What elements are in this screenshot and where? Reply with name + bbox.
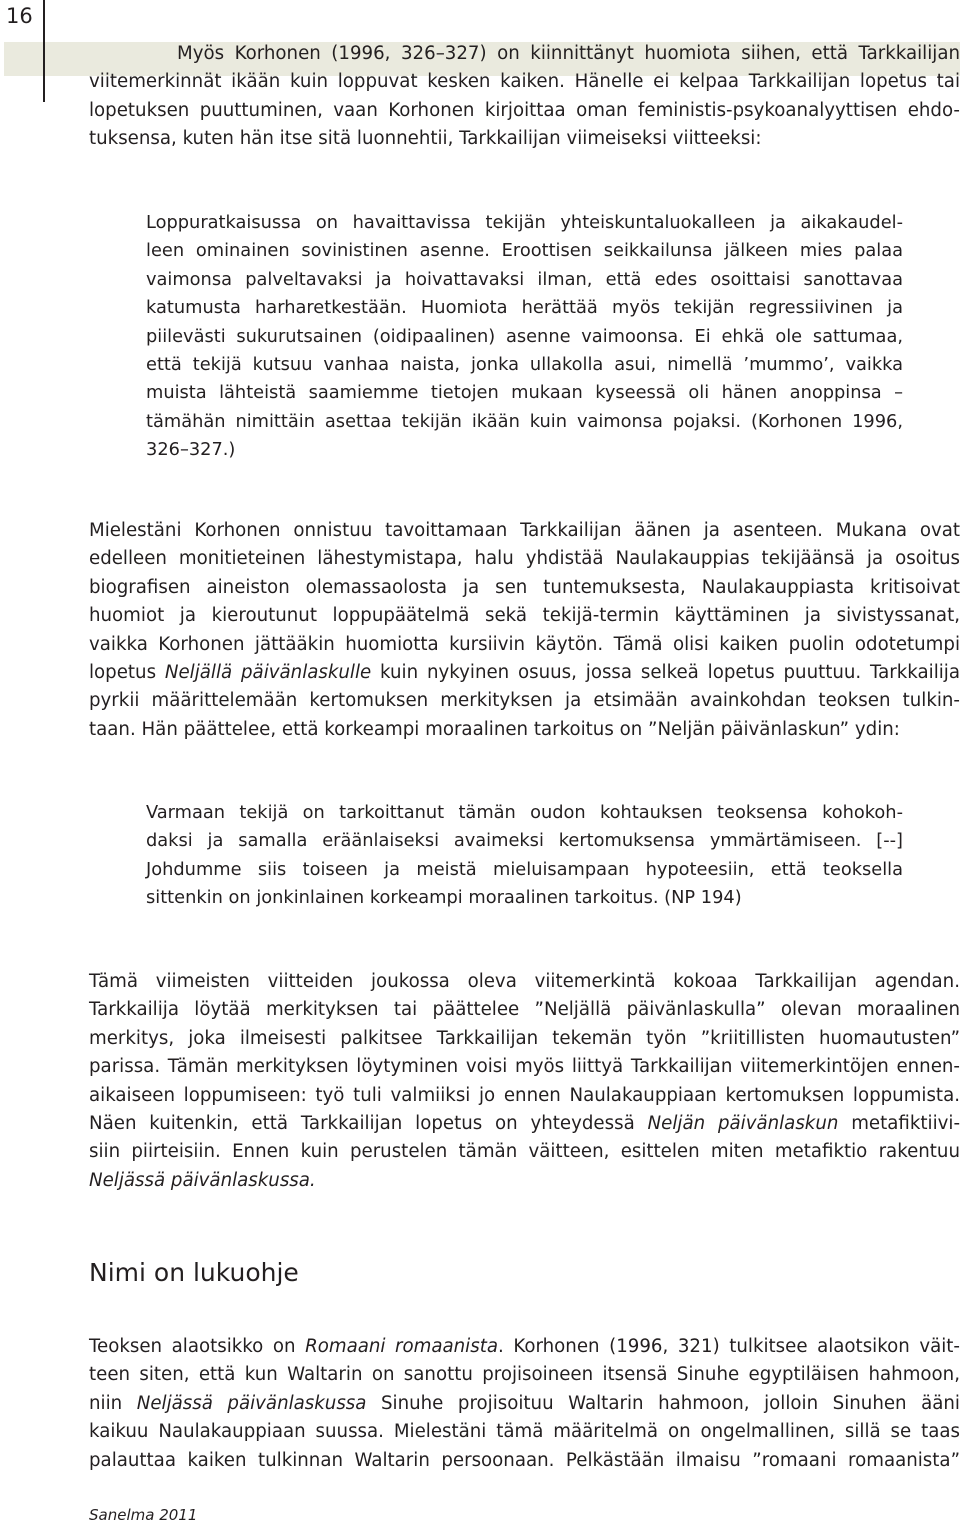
text-line: huomiot ja kieroutunut loppupäätelmä sekä tekijä-termin käyttäminen ja sivistyssanat, <box>89 605 960 627</box>
text-line: daksi ja samalla eräänlaiseksi avaimeksi kertomuksensa ymmärtämiseen. [--] <box>146 830 903 852</box>
page-number: 16 <box>6 4 33 28</box>
text-line <box>89 1167 960 1195</box>
italic-title: Neljässä päivänlaskussa. <box>89 1169 316 1191</box>
text-line: Tarkkailija löytää merkityksen tai päättelee ”Neljällä päivänlaskulla” olevan moraalinen <box>89 999 960 1021</box>
text-line: Tämä viimeisten viitteiden joukossa oleva viitemerkintä kokoaa Tarkkailijan agendan. <box>89 971 960 992</box>
text-run: niin <box>89 1392 137 1414</box>
italic-title: Romaani romaanista <box>305 1336 498 1357</box>
text-line: Mielestäni Korhonen onnistuu tavoittamaan Tarkkailijan äänen ja asenteen. Mukana ovat <box>89 520 960 541</box>
text-run: kuin nykyinen osuus, jossa selkeä lopetus puuttuu. Tarkkailija <box>371 662 960 684</box>
text-run: lopetus <box>89 662 165 684</box>
text-line <box>89 1110 960 1138</box>
text-line: vaikka Korhonen jättääkin huomiotta kursiivin käytön. Tämä olisi kaiken puolin odotetumpi <box>89 633 960 655</box>
text-line <box>89 659 960 687</box>
text-run: Teoksen alaotsikko on <box>89 1336 306 1357</box>
text-line: parissa. Tämän merkityksen löytyminen voisi myös liittyä Tarkkailijan viitemerkintöjen ennen- <box>89 1056 960 1078</box>
text-line: muista lähteistä saamiemme tietojen mukaan kyseessä oli hänen anoppinsa – <box>146 382 903 404</box>
text-line: taan. Hän päättelee, että korkeampi moraalinen tarkoitus on ”Neljän päivänlaskun” ydin: <box>89 718 900 740</box>
text-line: tämähän nimittäin asettaa tekijän ikään kuin vaimonsa pojaksi. (Korhonen 1996, <box>146 410 903 432</box>
block-quote-2 <box>146 799 903 913</box>
text-line: vaimonsa palveltavaksi ja hoivattavaksi ilman, että edes osoittaisi sanottavaa <box>146 268 903 290</box>
text-line: palauttaa kaiken tulkinnan Waltarin persoonaan. Pelkästään ilmaisu ”romaani romaanista” <box>89 1449 960 1471</box>
text-line: että tekijä kutsuu vanhaa naista, jonka ullakolla asui, nimellä ’mummo’, vaikka <box>146 354 903 376</box>
text-line: tuksensa, kuten hän itse sitä luonnehtii, Tarkkailijan viimeiseksi viitteeksi: <box>89 128 762 150</box>
italic-title: Neljän päivänlaskun <box>647 1113 839 1135</box>
margin-rule <box>43 0 45 102</box>
text-line: leen ominainen sovinistinen asenne. Eroottisen seikkailunsa jälkeen mies palaa <box>146 240 903 262</box>
text-line: biografisen aineiston olemassaolosta ja sen tuntemuksesta, Naulakauppiasta kritisoivat <box>89 576 960 598</box>
text-run: Näen kuitenkin, että Tarkkailijan lopetus on yhteydessä <box>89 1113 648 1135</box>
paragraph-2 <box>89 517 960 744</box>
text-line: edelleen monitieteinen lähestymistapa, halu yhdistää Naulakauppias tekijäänsä ja osoitus <box>89 548 960 570</box>
block-quote-1 <box>146 209 903 465</box>
text-line: siin piirteisiin. Ennen kuin perustelen tämän väitteen, esittelen miten metafiktio rakentuu <box>89 1141 960 1163</box>
text-line: Myös Korhonen (1996, 326–327) on kiinnittänyt huomiota siihen, että Tarkkailijan <box>177 43 960 64</box>
text-run: Sinuhe projisoituu Waltarin hahmoon, jolloin Sinuhen ääni <box>366 1392 960 1414</box>
paragraph-3 <box>89 968 960 1195</box>
text-line: 326–327.) <box>146 439 236 461</box>
text-run: metafiktiivi- <box>838 1113 960 1135</box>
text-line <box>89 1390 960 1418</box>
text-line: kaikuu Naulakauppiaan suussa. Mielestäni tämä määritelmä on ongelmallinen, sillä se taas <box>89 1421 960 1443</box>
text-line: katumusta harharetkestään. Huomiota herättää myös tekijän regressiivinen ja <box>146 297 903 319</box>
text-line: Johdumme siis toiseen ja meistä mieluisampaan hypoteesiin, että teoksella <box>146 858 903 880</box>
footer-publication: Sanelma 2011 <box>89 1506 198 1524</box>
paragraph-4 <box>89 1333 960 1475</box>
text-line: merkitys, joka ilmeisesti palkitsee Tarkkailijan tekemän työn ”kriitillisten huomautusten” <box>89 1027 960 1049</box>
paragraph-1 <box>89 40 960 154</box>
section-heading: Nimi on lukuohje <box>89 1258 299 1287</box>
text-line: Varmaan tekijä on tarkoittanut tämän oudon kohtauksen teoksensa kohokoh- <box>146 802 903 823</box>
text-line: pyrkii määrittelemään kertomuksen merkityksen ja etsimään avainkohdan teoksen tulkin- <box>89 690 960 712</box>
text-line: aikaiseen loppumiseen: työ tuli valmiiksi jo ennen Naulakauppiaan kertomuksen loppumista. <box>89 1084 960 1106</box>
text-line: lopetuksen puuttuminen, vaan Korhonen kirjoittaa oman feministis-psykoanalyyttisen ehdo- <box>89 99 960 121</box>
text-line: sittenkin on jonkinlainen korkeampi moraalinen tarkoitus. (NP 194) <box>146 887 742 909</box>
text-line: Loppuratkaisussa on havaittavissa tekijän yhteiskuntaluokalleen ja aikakaudel- <box>146 212 903 233</box>
text-line <box>89 1333 960 1361</box>
italic-title: Neljällä päivänlaskulle <box>164 662 372 684</box>
text-line: piilevästi sukurutsainen (oidipaalinen) asenne vaimoonsa. Ei ehkä ole sattumaa, <box>146 325 903 347</box>
text-line: viitemerkinnät ikään kuin loppuvat kesken kaiken. Hänelle ei kelpaa Tarkkailijan lopetus tai <box>89 71 960 93</box>
text-line: teen siten, että kun Waltarin on sanottu projisoineen itsensä Sinuhe egyptiläisen hahmoon, <box>89 1364 960 1386</box>
italic-title: Neljässä päivänlaskussa <box>136 1392 367 1414</box>
text-run: . Korhonen (1996, 321) tulkitsee alaotsikon väit- <box>497 1336 960 1357</box>
